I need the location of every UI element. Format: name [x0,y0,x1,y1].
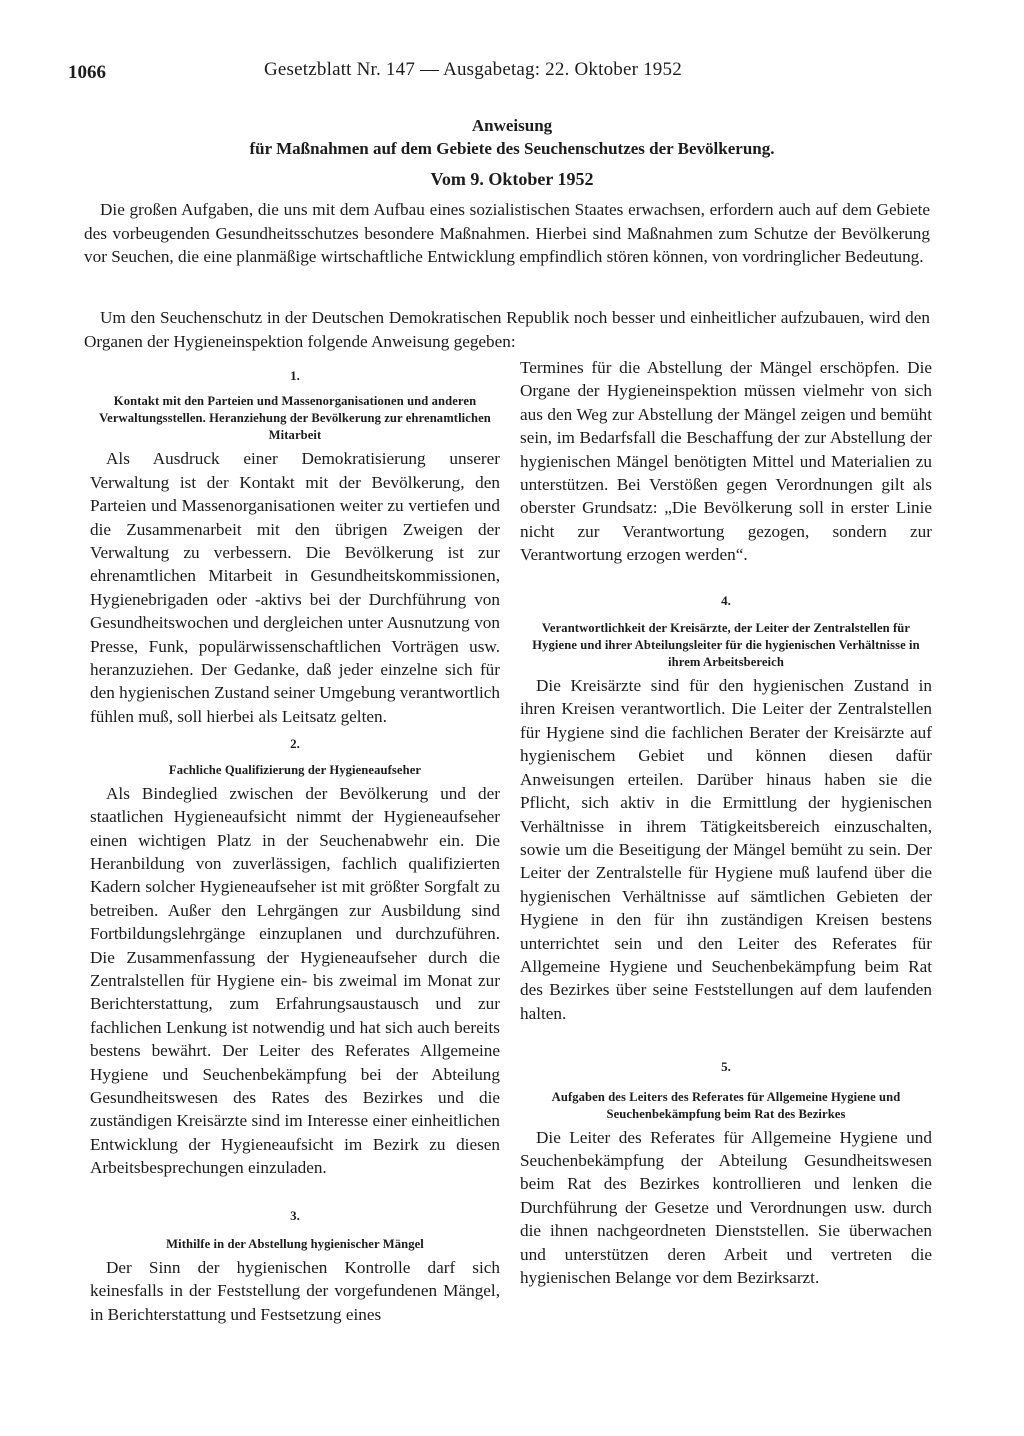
section-number: 2. [290,736,300,752]
intro-paragraph: Die großen Aufgaben, die uns mit dem Aufbau eines sozialistischen Staates erwachsen, erfordern auch auf dem Gebiete des vorbeugenden Gesundheitsschutzes besondere Maßnahmen. Hierbei sind Maßnahmen zum Schutze der Bevölkerung vor Seuchen, die eine planmäßige wirtschaftliche Entwicklung empfindlich stören können, von vordringlicher Bedeutung. [84,200,930,267]
section-text: Als Bindeglied zwischen der Bevölkerung und der staatlichen Hygieneaufsicht nimmt der Hygieneaufseher einen wichtigen Platz in der Seuchenabwehr ein. Die Heranbildung von zuverlässigen, fachlich qualifizierten Kadern solcher Hygieneaufseher ist mit größter Sorgfalt zu betreiben. Außer den Lehrgängen zur Ausbildung sind Fortbildungslehrgänge einzuplanen und durchzuführen. Die Zusammenfassung der Hygieneaufseher durch die Zentralstellen für Hygiene ein- bis zweimal im Monat zur Berichterstattung, zum Erfahrungsaustausch und zur fachlichen Lenkung ist notwendig und hat sich auch bereits bestens bewährt. Der Leiter des Referates Allgemeine Hygiene und Seuchenbekämpfung bei der Abteilung Gesundheitswesen des Rates des Bezirkes und die zuständigen Kreisärzte sind im Interesse einer einheitlichen Entwicklung der Hygieneaufsicht im Bezirk zu diesen Arbeitsbesprechungen einzuladen. [90,783,500,1178]
section-text: Die Kreisärzte sind für den hygienischen Zustand in ihren Kreisen verantwortlich. Die Leiter der Zentralstellen für Hygiene sind die fachlichen Berater der Kreisärzte auf hygienischem Gebiet und können diesen dafür Anweisungen erteilen. Darüber hinaus haben sie die Pflicht, sich aktiv in die Ermittlung der hygienischen Verhältnisse in ihrem Tätigkeitsbereich einzuschalten, sowie um die Beseitigung der Mängel bemüht zu sein. Der Leiter der Zentralstelle für Hygiene muß laufend über die hygienischen Verhältnisse auf sämtlichen Gebieten der Hygiene in den für ihn zuständigen Kreisen bestens unterrichtet sein und den Leiter des Referates für Allgemeine Hygiene und Seuchenbekämpfung beim Rat des Bezirkes über seine Feststellungen auf dem laufenden halten. [520,676,932,1023]
document-subtitle: für Maßnahmen auf dem Gebiete des Seuchenschutzes der Bevölkerung. [249,139,775,158]
section-heading: Fachliche Qualifizierung der Hygieneaufseher [168,762,422,777]
right-column [520,356,932,1289]
section-text-continued: Termines für die Abstellung der Mängel erschöpfen. Die Organe der Hygieneinspektion müssen vielmehr von sich aus den Weg zur Abstellung der Mängel zeigen und bemüht sein, im Bedarfsfall die Beschaffung der zur Abstellung der hygienischen Mängel benötigten Mittel und Materialien zu unterstützen. Bei Verstößen gegen Verordnungen gilt als oberster Grundsatz: „Die Bevölkerung soll in erster Linie nicht zur Verantwortung gezogen, sondern zur Verantwortung erzogen werden“. [520,358,932,565]
section-number: 5. [721,1059,731,1075]
section-heading: Aufgaben des Leiters des Referates für Allgemeine Hygiene und Seuchenbekämpfung beim Rat des Bezirkes [551,1089,901,1121]
section-number: 3. [290,1207,300,1223]
document-title: Anweisung [471,116,553,135]
section-heading: Kontakt mit den Parteien und Massenorganisationen und anderen Verwaltungsstellen. Heranziehung der Bevölkerung zur ehrenamtlichen Mitarbeit [99,394,491,443]
left-column [90,364,500,1326]
section-text: Der Sinn der hygienischen Kontrolle darf sich keinesfalls in der Feststellung der vorgefundenen Mängel, in Berichterstattung und Festsetzung eines [90,1258,500,1324]
running-head: Gesetzblatt Nr. 147 — Ausgabetag: 22. Oktober 1952 [264,59,682,80]
intro-paragraph: Um den Seuchenschutz in der Deutschen Demokratischen Republik noch besser und einheitlicher aufzubauen, wird den Organen der Hygieneinspektion folgende Anweisung gegeben: [84,308,930,351]
section-heading: Mithilfe in der Abstellung hygienischer Mängel [166,1237,424,1251]
section-text: Als Ausdruck einer Demokratisierung unserer Verwaltung ist der Kontakt mit der Bevölkerung, den Parteien und Massenorganisationen weiter zu vertiefen und die Zusammenarbeit mit den übrigen Zweigen der Verwaltung zu verbessern. Die Bevölkerung ist zur ehrenamtlichen Mitarbeit in Gesundheitskommissionen, Hygienebrigaden oder -aktivs bei der Durchführung von Gesundheitswochen und dergleichen unter Ausnutzung von Presse, Funk, populärwissenschaftlichen Vorträgen usw. heranzuziehen. Der Gedanke, daß jeder einzelne sich für den hygienischen Zustand seiner Umgebung verantwortlich fühlen muß, soll hierbei als Leitsatz gelten. [90,449,500,726]
document-date: Vom 9. Oktober 1952 [430,169,594,189]
section-heading: Verantwortlichkeit der Kreisärzte, der Leiter der Zentralstellen für Hygiene und ihrer Abteilungsleiter für die hygienischen Verhältnisse in ihrem Arbeitsbereich [532,621,920,670]
page-number: 1066 [68,62,106,83]
section-number: 1. [290,368,300,383]
section-text: Die Leiter des Referates für Allgemeine Hygiene und Seuchenbekämpfung der Abteilung Gesundheitswesen beim Rat des Bezirkes kontrollieren und lenken die Durchführung der Gesetze und Verordnungen usw. durch die ihnen nachgeordneten Dienststellen. Sie überwachen und unterstützen deren Arbeit und vertreten die hygienischen Belange vor dem Bezirksarzt. [520,1127,932,1287]
section-number: 4. [721,592,731,608]
